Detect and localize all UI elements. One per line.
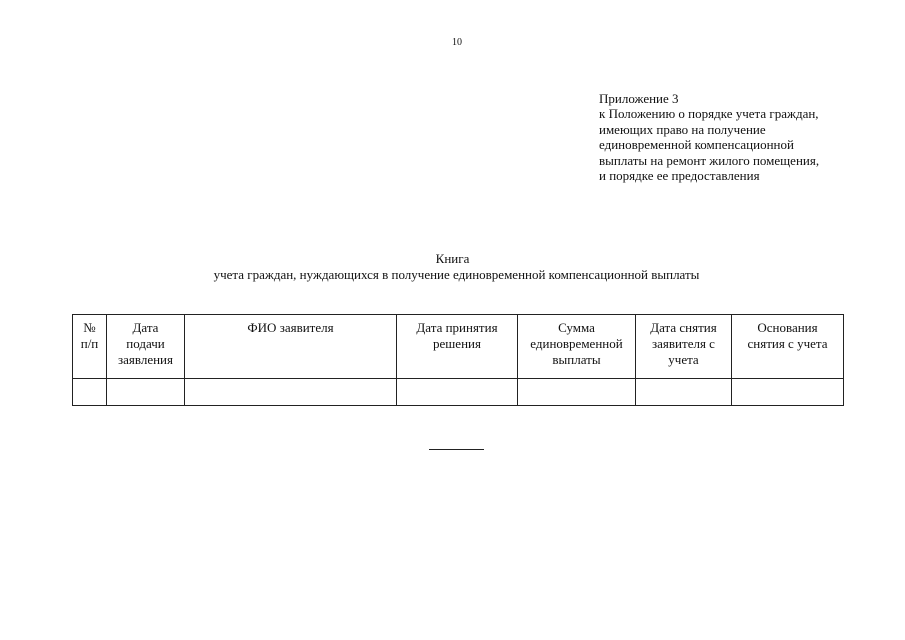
table-cell <box>73 379 107 406</box>
table-row <box>73 379 844 406</box>
header-cell-applicant-name: ФИО заявителя <box>185 315 397 379</box>
header-row <box>73 315 844 379</box>
header-cell-payment-amount: Сумма единовременной выплаты <box>518 315 636 379</box>
table-cell <box>185 379 397 406</box>
header-cell-removal-date: Дата снятия заявителя с учета <box>636 315 732 379</box>
appendix-line: Приложение 3 <box>599 91 679 106</box>
table-cell <box>107 379 185 406</box>
appendix-line: выплаты на ремонт жилого помещения, <box>599 152 820 168</box>
register-table <box>72 314 844 406</box>
table-cell <box>636 379 732 406</box>
page-number: 10 <box>452 37 462 48</box>
header-cell-number: № п/п <box>73 315 107 379</box>
book-title: Книга <box>435 251 470 266</box>
header-cell-application-date: Дата подачи заявления <box>107 315 185 379</box>
appendix-line: и порядке ее предоставления <box>599 168 760 184</box>
appendix-line: к Положению о порядке учета граждан, <box>599 106 819 122</box>
appendix-caption <box>599 91 899 183</box>
header-cell-decision-date: Дата принятия решения <box>397 315 518 379</box>
header-cell-removal-grounds: Основания снятия с учета <box>732 315 844 379</box>
appendix-line: единовременной компенсационной <box>599 137 794 153</box>
end-divider <box>429 449 484 450</box>
table-cell <box>518 379 636 406</box>
table-cell <box>732 379 844 406</box>
appendix-line: имеющих право на получение <box>599 121 766 137</box>
table-cell <box>397 379 518 406</box>
book-subtitle: учета граждан, нуждающихся в получение единовременной компенсационной выплаты <box>213 267 700 282</box>
